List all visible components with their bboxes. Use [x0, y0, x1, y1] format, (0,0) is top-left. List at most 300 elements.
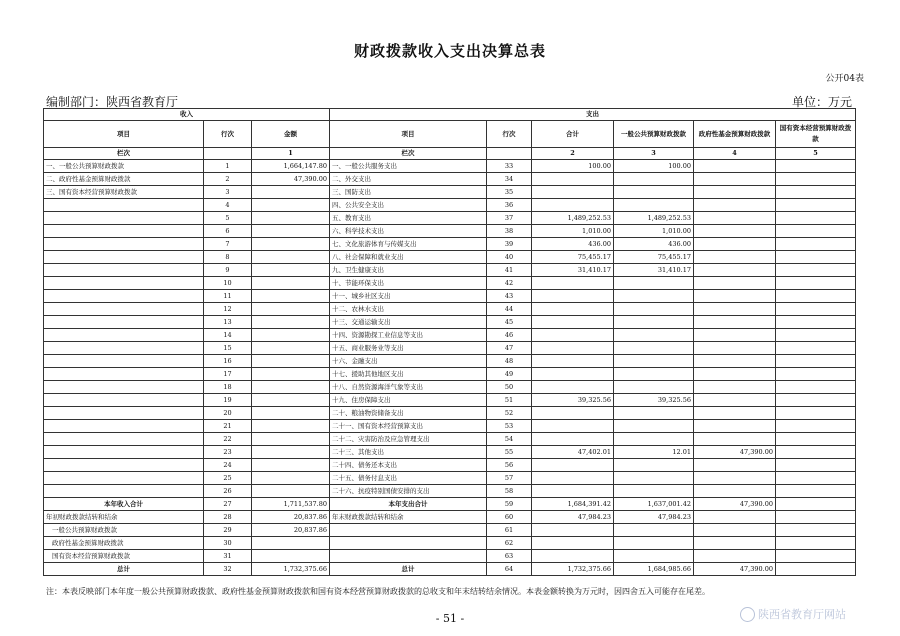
row-expense-item: 十三、交通运输支出 — [330, 316, 487, 329]
row-expense-no: 49 — [487, 368, 532, 381]
row-general: 39,325.56 — [614, 394, 694, 407]
expense-total-fund: 47,390.00 — [694, 498, 776, 511]
col-number-4: 4 — [694, 148, 776, 160]
grand-total-fund: 47,390.00 — [694, 563, 776, 576]
table-row — [44, 199, 856, 212]
row-expense-item: 六、科学技术支出 — [330, 225, 487, 238]
empty-cell — [252, 550, 330, 563]
row-state — [776, 290, 856, 303]
row-income-no: 9 — [204, 264, 252, 277]
row-total — [532, 186, 614, 199]
expense-total-no: 59 — [487, 498, 532, 511]
sub2-no: 30 — [204, 537, 252, 550]
row-expense-no: 33 — [487, 160, 532, 173]
unit-label: 单位：万元 — [791, 95, 852, 109]
row-expense-no: 50 — [487, 381, 532, 394]
row-income-item — [44, 238, 204, 251]
row-expense-item: 十九、住房保障支出 — [330, 394, 487, 407]
row-income-amount — [252, 225, 330, 238]
grand-total-label2: 总计 — [330, 563, 487, 576]
row-expense-item: 一、一般公共服务支出 — [330, 160, 487, 173]
table-row — [44, 277, 856, 290]
row-general — [614, 368, 694, 381]
row-fund — [694, 316, 776, 329]
row-income-amount — [252, 277, 330, 290]
col-number-5: 5 — [776, 148, 856, 160]
col-header-row-no: 行次 — [204, 121, 252, 148]
row-total: 100.00 — [532, 160, 614, 173]
row-fund — [694, 433, 776, 446]
carry-out-total: 47,984.23 — [532, 511, 614, 524]
col-header-total: 合计 — [532, 121, 614, 148]
empty-cell — [614, 550, 694, 563]
empty-cell — [614, 524, 694, 537]
row-general: 1,489,252.53 — [614, 212, 694, 225]
row-expense-item: 四、公共安全支出 — [330, 199, 487, 212]
row-state — [776, 316, 856, 329]
table-row — [44, 212, 856, 225]
row-general: 436.00 — [614, 238, 694, 251]
row-total — [532, 472, 614, 485]
row-income-no: 8 — [204, 251, 252, 264]
row-income-no: 7 — [204, 238, 252, 251]
row-income-item — [44, 394, 204, 407]
row-fund — [694, 225, 776, 238]
row-income-amount — [252, 303, 330, 316]
empty-cell — [776, 511, 856, 524]
empty-cell — [776, 498, 856, 511]
row-expense-item: 二十、粮油物资储备支出 — [330, 407, 487, 420]
row-general: 75,455.17 — [614, 251, 694, 264]
table-row — [44, 420, 856, 433]
empty-cell — [614, 537, 694, 550]
row-income-no: 5 — [204, 212, 252, 225]
department-label: 编制部门：陕西省教育厅 — [46, 95, 179, 109]
row-income-no: 24 — [204, 459, 252, 472]
header-row-column-numbers — [44, 148, 856, 160]
row-income-no: 20 — [204, 407, 252, 420]
row-general — [614, 433, 694, 446]
row-expense-no: 54 — [487, 433, 532, 446]
row-expense-item: 二十四、债务还本支出 — [330, 459, 487, 472]
grand-total-general: 1,684,985.66 — [614, 563, 694, 576]
row-fund — [694, 264, 776, 277]
row-fund — [694, 303, 776, 316]
table-row — [44, 394, 856, 407]
col-header-item: 项目 — [44, 121, 204, 148]
row-total — [532, 420, 614, 433]
row-income-item: 一、一般公共预算财政拨款 — [44, 160, 204, 173]
empty-cell — [532, 550, 614, 563]
row-income-no: 10 — [204, 277, 252, 290]
row-total: 1,489,252.53 — [532, 212, 614, 225]
row-total — [532, 407, 614, 420]
row-total — [532, 199, 614, 212]
row-expense-no: 53 — [487, 420, 532, 433]
row-income-amount — [252, 342, 330, 355]
row-total — [532, 459, 614, 472]
row-expense-no: 39 — [487, 238, 532, 251]
footnote: 注：本表反映部门本年度一般公共预算财政拨款、政府性基金预算财政拨款和国有资本经营预算财政拨款的总收支和年末结转结余情况。本表金额转换为万元时，因四舍五入可能存在尾差。 — [46, 587, 710, 596]
row-fund — [694, 173, 776, 186]
row-expense-item: 二十三、其他支出 — [330, 446, 487, 459]
row-fund — [694, 186, 776, 199]
carry-out-general: 47,984.23 — [614, 511, 694, 524]
row-income-no: 6 — [204, 225, 252, 238]
row-state — [776, 303, 856, 316]
row-total: 436.00 — [532, 238, 614, 251]
empty-cell — [330, 537, 487, 550]
row-fund — [694, 381, 776, 394]
row-general — [614, 485, 694, 498]
empty-cell — [204, 148, 252, 160]
row-general — [614, 303, 694, 316]
row-expense-no: 46 — [487, 329, 532, 342]
sub1-label: 一般公共预算财政拨款 — [44, 524, 204, 537]
row-general — [614, 407, 694, 420]
empty-cell — [252, 537, 330, 550]
row-income-item — [44, 485, 204, 498]
row-income-no: 4 — [204, 199, 252, 212]
col-header-state: 国有资本经营预算财政拨款 — [776, 121, 856, 148]
row-income-item — [44, 290, 204, 303]
row-expense-no: 52 — [487, 407, 532, 420]
row-total — [532, 381, 614, 394]
carry-in-amount: 20,837.86 — [252, 511, 330, 524]
row-income-amount — [252, 290, 330, 303]
row-income-item: 二、政府性基金预算财政拨款 — [44, 173, 204, 186]
row-income-no: 16 — [204, 355, 252, 368]
row-general: 100.00 — [614, 160, 694, 173]
table-row — [44, 355, 856, 368]
row-income-amount — [252, 212, 330, 225]
row-total — [532, 173, 614, 186]
row-general — [614, 342, 694, 355]
row-expense-no: 47 — [487, 342, 532, 355]
row-income-no: 3 — [204, 186, 252, 199]
row-expense-item: 二十五、债务付息支出 — [330, 472, 487, 485]
empty-cell — [694, 511, 776, 524]
row-income-item — [44, 277, 204, 290]
header-row-sections — [44, 109, 856, 121]
income-total-row — [44, 498, 856, 511]
row-income-amount — [252, 251, 330, 264]
row-fund — [694, 290, 776, 303]
row-income-amount — [252, 368, 330, 381]
row-general — [614, 173, 694, 186]
grand-total-amount: 1,732,375.66 — [252, 563, 330, 576]
page-number: - 51 - — [435, 612, 465, 625]
row-state — [776, 173, 856, 186]
row-income-amount — [252, 485, 330, 498]
row-expense-no: 40 — [487, 251, 532, 264]
row-general — [614, 290, 694, 303]
row-income-amount — [252, 472, 330, 485]
grand-total-total: 1,732,375.66 — [532, 563, 614, 576]
row-state — [776, 459, 856, 472]
row-income-item — [44, 407, 204, 420]
watermark — [740, 606, 846, 622]
table-row — [44, 329, 856, 342]
row-fund — [694, 251, 776, 264]
row-fund — [694, 368, 776, 381]
row-state — [776, 212, 856, 225]
row-income-no: 11 — [204, 290, 252, 303]
table-row — [44, 472, 856, 485]
row-fund — [694, 277, 776, 290]
row-income-item: 三、国有资本经营预算财政拨款 — [44, 186, 204, 199]
row-state — [776, 394, 856, 407]
table-row — [44, 446, 856, 459]
row-state — [776, 342, 856, 355]
sub2-row-no: 62 — [487, 537, 532, 550]
row-expense-no: 44 — [487, 303, 532, 316]
expense-total-label: 本年支出合计 — [330, 498, 487, 511]
row-total — [532, 277, 614, 290]
watermark-logo-icon — [740, 607, 755, 622]
header-row-columns — [44, 121, 856, 148]
grand-total-row-no: 64 — [487, 563, 532, 576]
empty-cell — [694, 524, 776, 537]
sub1-row-no: 61 — [487, 524, 532, 537]
row-expense-item: 十、节能环保支出 — [330, 277, 487, 290]
empty-cell — [776, 563, 856, 576]
empty-cell — [776, 550, 856, 563]
income-total-amount: 1,711,537.80 — [252, 498, 330, 511]
row-expense-no: 42 — [487, 277, 532, 290]
table-row — [44, 173, 856, 186]
row-expense-no: 45 — [487, 316, 532, 329]
row-expense-no: 41 — [487, 264, 532, 277]
table-row — [44, 368, 856, 381]
row-income-item — [44, 225, 204, 238]
table-row — [44, 186, 856, 199]
row-income-item — [44, 368, 204, 381]
row-state — [776, 472, 856, 485]
row-total — [532, 316, 614, 329]
row-general — [614, 316, 694, 329]
table-row — [44, 342, 856, 355]
col-label2: 栏次 — [330, 148, 487, 160]
row-income-no: 1 — [204, 160, 252, 173]
grand-total-no: 32 — [204, 563, 252, 576]
row-income-item — [44, 446, 204, 459]
row-general: 31,410.17 — [614, 264, 694, 277]
row-expense-no: 43 — [487, 290, 532, 303]
row-income-item — [44, 251, 204, 264]
table-row — [44, 160, 856, 173]
row-state — [776, 264, 856, 277]
grand-total-row — [44, 563, 856, 576]
row-income-amount — [252, 459, 330, 472]
row-expense-item: 十五、商业服务业等支出 — [330, 342, 487, 355]
row-expense-item: 八、社会保障和就业支出 — [330, 251, 487, 264]
row-expense-item: 二十六、抗疫特别国债安排的支出 — [330, 485, 487, 498]
row-expense-no: 36 — [487, 199, 532, 212]
row-expense-no: 48 — [487, 355, 532, 368]
row-income-amount: 1,664,147.80 — [252, 160, 330, 173]
row-state — [776, 199, 856, 212]
row-expense-item: 三、国防支出 — [330, 186, 487, 199]
row-expense-no: 34 — [487, 173, 532, 186]
row-state — [776, 407, 856, 420]
row-income-amount — [252, 407, 330, 420]
row-income-item — [44, 316, 204, 329]
sub3-no: 31 — [204, 550, 252, 563]
row-state — [776, 381, 856, 394]
row-general — [614, 472, 694, 485]
table-row — [44, 303, 856, 316]
row-income-item — [44, 342, 204, 355]
row-total: 75,455.17 — [532, 251, 614, 264]
table-row — [44, 459, 856, 472]
row-total — [532, 368, 614, 381]
row-income-item — [44, 329, 204, 342]
row-total — [532, 433, 614, 446]
row-income-no: 23 — [204, 446, 252, 459]
row-general: 12.01 — [614, 446, 694, 459]
row-income-no: 13 — [204, 316, 252, 329]
row-fund — [694, 160, 776, 173]
col-header-fund: 政府性基金预算财政拨款 — [694, 121, 776, 148]
col-header-item2: 项目 — [330, 121, 487, 148]
table-row — [44, 407, 856, 420]
row-fund — [694, 459, 776, 472]
row-total — [532, 485, 614, 498]
row-state — [776, 251, 856, 264]
empty-cell — [776, 524, 856, 537]
row-expense-no: 51 — [487, 394, 532, 407]
row-income-amount — [252, 394, 330, 407]
row-income-no: 25 — [204, 472, 252, 485]
carry-in-no: 28 — [204, 511, 252, 524]
watermark-text: 陕西省教育厅网站 — [758, 608, 846, 621]
row-general — [614, 199, 694, 212]
row-income-item — [44, 355, 204, 368]
budget-table — [43, 108, 856, 576]
row-income-amount — [252, 238, 330, 251]
row-fund — [694, 407, 776, 420]
row-income-amount — [252, 316, 330, 329]
row-state — [776, 368, 856, 381]
row-total: 47,402.01 — [532, 446, 614, 459]
empty-cell — [532, 524, 614, 537]
row-expense-item: 二、外交支出 — [330, 173, 487, 186]
sub1-no: 29 — [204, 524, 252, 537]
sub3-row-no: 63 — [487, 550, 532, 563]
col-header-row-no2: 行次 — [487, 121, 532, 148]
table-row — [44, 238, 856, 251]
col-header-general: 一般公共预算财政拨款 — [614, 121, 694, 148]
row-expense-item: 十七、援助其他地区支出 — [330, 368, 487, 381]
row-general: 1,010.00 — [614, 225, 694, 238]
row-income-no: 26 — [204, 485, 252, 498]
row-state — [776, 225, 856, 238]
row-total — [532, 290, 614, 303]
sub3-label: 国有资本经营预算财政拨款 — [44, 550, 204, 563]
form-number: 公开04表 — [825, 74, 864, 84]
row-income-no: 18 — [204, 381, 252, 394]
table-row — [44, 225, 856, 238]
row-income-amount — [252, 381, 330, 394]
row-expense-no: 37 — [487, 212, 532, 225]
row-income-no: 22 — [204, 433, 252, 446]
row-fund — [694, 212, 776, 225]
empty-cell — [694, 550, 776, 563]
row-income-item — [44, 381, 204, 394]
row-state — [776, 329, 856, 342]
row-expense-item: 十四、资源勘探工业信息等支出 — [330, 329, 487, 342]
row-income-item — [44, 199, 204, 212]
col-number-2: 2 — [532, 148, 614, 160]
row-income-amount — [252, 433, 330, 446]
row-state — [776, 420, 856, 433]
row-expense-item: 五、教育支出 — [330, 212, 487, 225]
income-header: 收入 — [44, 109, 330, 121]
row-fund — [694, 238, 776, 251]
sub1-amount: 20,837.86 — [252, 524, 330, 537]
sub-row-state — [44, 550, 856, 563]
page-title: 财政拨款收入支出决算总表 — [353, 42, 546, 60]
table-row — [44, 251, 856, 264]
row-general — [614, 355, 694, 368]
row-state — [776, 485, 856, 498]
row-total — [532, 355, 614, 368]
col-number-1: 1 — [252, 148, 330, 160]
row-income-item — [44, 420, 204, 433]
row-total: 31,410.17 — [532, 264, 614, 277]
row-expense-item: 二十二、灾害防治及应急管理支出 — [330, 433, 487, 446]
row-total — [532, 342, 614, 355]
row-state — [776, 238, 856, 251]
income-total-label: 本年收入合计 — [44, 498, 204, 511]
row-income-no: 2 — [204, 173, 252, 186]
expense-total-general: 1,637,001.42 — [614, 498, 694, 511]
row-income-amount — [252, 199, 330, 212]
col-number-3: 3 — [614, 148, 694, 160]
row-state — [776, 277, 856, 290]
row-expense-item: 七、文化旅游体育与传媒支出 — [330, 238, 487, 251]
income-total-no: 27 — [204, 498, 252, 511]
grand-total-label: 总计 — [44, 563, 204, 576]
empty-cell — [532, 537, 614, 550]
row-income-amount: 47,390.00 — [252, 173, 330, 186]
row-income-item — [44, 472, 204, 485]
table-row — [44, 433, 856, 446]
row-fund — [694, 472, 776, 485]
row-income-no: 19 — [204, 394, 252, 407]
col-label: 栏次 — [44, 148, 204, 160]
row-income-item — [44, 303, 204, 316]
carry-out-label: 年末财政拨款结转和结余 — [330, 511, 487, 524]
row-income-no: 12 — [204, 303, 252, 316]
row-expense-item: 九、卫生健康支出 — [330, 264, 487, 277]
row-income-amount — [252, 446, 330, 459]
row-income-no: 17 — [204, 368, 252, 381]
table-row — [44, 485, 856, 498]
expense-total-total: 1,684,391.42 — [532, 498, 614, 511]
row-fund — [694, 420, 776, 433]
empty-cell — [487, 148, 532, 160]
empty-cell — [330, 524, 487, 537]
row-expense-no: 58 — [487, 485, 532, 498]
sub-row-general — [44, 524, 856, 537]
row-general — [614, 420, 694, 433]
row-income-amount — [252, 420, 330, 433]
table-row — [44, 381, 856, 394]
row-fund — [694, 329, 776, 342]
row-income-no: 15 — [204, 342, 252, 355]
